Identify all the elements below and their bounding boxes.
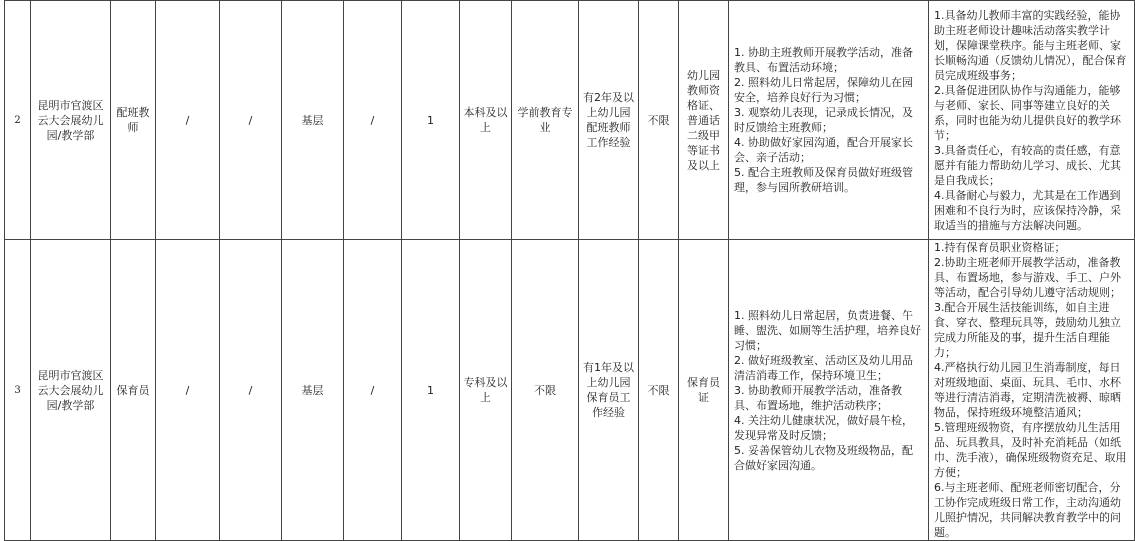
duties-cell — [729, 240, 929, 541]
count-cell: 1 — [402, 1, 460, 240]
job-table — [4, 0, 1135, 541]
cell-slash: / — [156, 240, 220, 541]
position-cell: 配班教师 — [111, 1, 156, 240]
table-row — [5, 1, 1135, 240]
other-cell: 不限 — [639, 1, 679, 240]
unit-cell: 昆明市官渡区云大会展幼儿园/教学部 — [31, 1, 111, 240]
duty-item: 4. 关注幼儿健康状况，做好晨午检，发现异常及时反馈； — [734, 413, 913, 442]
experience-cell: 有2年及以上幼儿园配班教师工作经验 — [579, 1, 639, 240]
position-cell: 保育员 — [111, 240, 156, 541]
requirement-item: 2.协助主班老师开展教学活动，准备教具、布置场地，参与游戏、手工、户外等活动，配合引导幼儿遵守活动规则； — [934, 256, 1121, 299]
requirements-cell — [929, 240, 1135, 541]
count-cell: 1 — [402, 240, 460, 541]
cell-slash: / — [220, 240, 282, 541]
major-cell: 学前教育专业 — [512, 1, 579, 240]
duty-item: 5. 配合主班教师及保育员做好班级管理，参与园所教研培训。 — [734, 166, 913, 194]
requirement-item: 3.配合开展生活技能训练，如自主进食、穿衣、整理玩具等，鼓励幼儿独立完成力所能及的事，提升生活自理能力； — [934, 301, 1121, 359]
level-cell: 基层 — [282, 1, 344, 240]
duties-cell — [729, 1, 929, 240]
requirement-item: 4.具备耐心与毅力，尤其是在工作遇到困难和不良行为时，应该保持冷静，采取适当的措施与方法解决问题。 — [934, 188, 1121, 232]
duty-item: 2. 照料幼儿日常起居，保障幼儿在园安全，培养良好行为习惯； — [734, 76, 913, 104]
requirement-item: 3.具备责任心，有较高的责任感，有意愿并有能力帮助幼儿学习、成长、尤其是自我成长； — [934, 143, 1121, 187]
requirement-item: 4.严格执行幼儿园卫生消毒制度，每日对班级地面、桌面、玩具、毛巾、水杯等进行清洁消毒，定期清洗被褥、晾晒物品，保持班级环境整洁通风； — [934, 361, 1121, 419]
requirements-cell — [929, 1, 1135, 240]
requirement-item: 2.具备促进团队协作与沟通能力，能够与老师、家长、同事等建立良好的关系，同时也能为幼儿提供良好的教学环节； — [934, 83, 1121, 142]
education-cell: 专科及以上 — [460, 240, 512, 541]
cell-slash: / — [220, 1, 282, 240]
row-number: 2 — [5, 1, 31, 240]
requirement-item: 5.管理班级物资，有序摆放幼儿生活用品、玩具教具，及时补充消耗品（如纸巾、洗手液），确保班级物资充足、取用方便； — [934, 421, 1127, 479]
duty-item: 5. 妥善保管幼儿衣物及班级物品，配合做好家园沟通。 — [734, 443, 913, 472]
duty-item: 3. 协助教师开展教学活动，准备教具、布置场地，维护活动秩序； — [734, 383, 902, 412]
unit-cell: 昆明市官渡区云大会展幼儿园/教学部 — [31, 240, 111, 541]
requirement-item: 6.与主班老师、配班老师密切配合，分工协作完成班级日常工作，主动沟通幼儿照护情况，共同解决教育教学中的问题。 — [934, 481, 1121, 539]
duty-item: 2. 做好班级教室、活动区及幼儿用品清洁消毒工作，保持环境卫生； — [734, 353, 913, 382]
cell-slash: / — [156, 1, 220, 240]
requirement-item: 1.持有保育员职业资格证； — [934, 241, 1066, 254]
duty-item: 1. 协助主班教师开展教学活动，准备教具、布置活动环境； — [734, 46, 913, 74]
row-number: 3 — [5, 240, 31, 541]
major-cell: 不限 — [512, 240, 579, 541]
level-cell: 基层 — [282, 240, 344, 541]
cell-slash: / — [344, 240, 402, 541]
education-cell: 本科及以上 — [460, 1, 512, 240]
cert-cell: 幼儿园教师资格证、普通话二级甲等证书及以上 — [679, 1, 729, 240]
duty-item: 1. 照料幼儿日常起居，负责进餐、午睡、盥洗、如厕等生活护理，培养良好习惯； — [734, 308, 921, 352]
cert-cell: 保育员证 — [679, 240, 729, 541]
duty-item: 3. 观察幼儿表现，记录成长情况，及时反馈给主班教师； — [734, 106, 913, 134]
table-row — [5, 240, 1135, 541]
requirement-item: 1.具备幼儿教师丰富的实践经验，能协助主班老师设计趣味活动落实教学计划，保障课堂秩序。能与主班老师、家长顺畅沟通（反馈幼儿情况），配合保育员完成班级事务； — [934, 8, 1127, 82]
experience-cell: 有1年及以上幼儿园保育员工作经验 — [579, 240, 639, 541]
duty-item: 4. 协助做好家园沟通，配合开展家长会、亲子活动； — [734, 136, 913, 164]
other-cell: 不限 — [639, 240, 679, 541]
cell-slash: / — [344, 1, 402, 240]
